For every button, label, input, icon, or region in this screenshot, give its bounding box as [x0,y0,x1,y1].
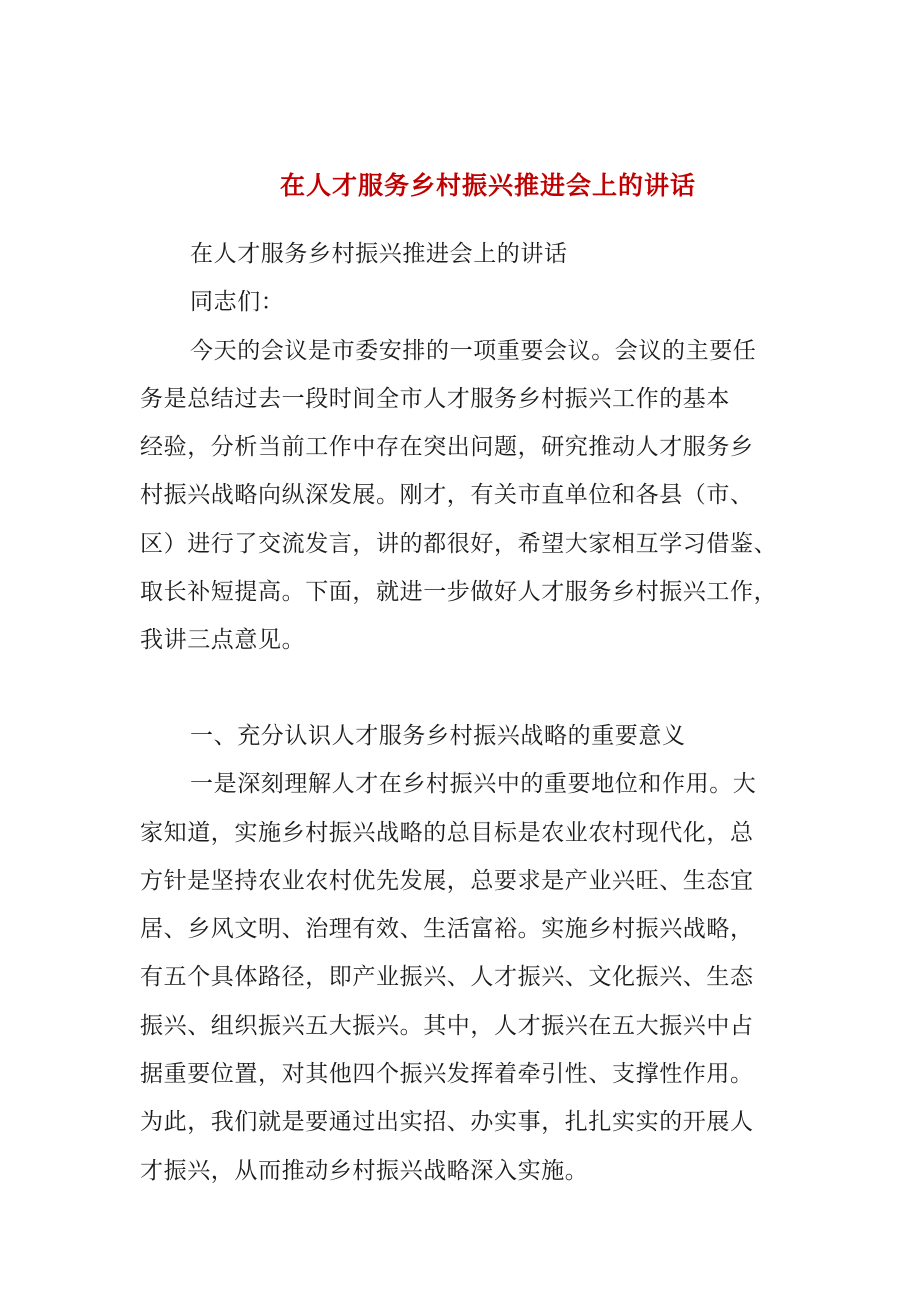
paragraph-line: 才振兴，从而推动乡村振兴战略深入实施。 [140,1157,589,1184]
paragraph-line: 振兴、组织振兴五大振兴。其中，人才振兴在五大振兴中占 [140,1012,754,1039]
paragraph-line: 经验，分析当前工作中存在突出问题，研究推动人才服务乡 [140,434,754,461]
body-block-intro [140,230,800,665]
paragraph-line: 村振兴战略向纵深发展。刚才，有关市直单位和各县（市、 [140,482,754,509]
paragraph-line: 为此，我们就是要通过出实招、办实事，扎扎实实的开展人 [140,1109,754,1136]
paragraph-line: 在人才服务乡村振兴推进会上的讲话 [190,241,568,267]
paragraph-line: 务是总结过去一段时间全市人才服务乡村振兴工作的基本 [140,385,730,412]
section-heading: 一、充分认识人才服务乡村振兴战略的重要意义 [190,723,686,749]
paragraph-line: 家知道，实施乡村振兴战略的总目标是农业农村现代化，总 [140,819,754,846]
paragraph-line: 区）进行了交流发言，讲的都很好，希望大家相互学习借鉴、 [140,530,778,557]
body-block-section-one [140,712,800,1195]
paragraph-line: 我讲三点意见。 [140,627,306,654]
paragraph-line: 有五个具体路径，即产业振兴、人才振兴、文化振兴、生态 [140,964,754,991]
paragraph-line: 同志们： [190,289,285,316]
paragraph-line: 居、乡风文明、治理有效、生活富裕。实施乡村振兴战略， [140,916,754,943]
paragraph-line: 一是深刻理解人才在乡村振兴中的重要地位和作用。大 [190,771,757,798]
paragraph-line: 据重要位置，对其他四个振兴发挥着牵引性、支撑性作用。 [140,1061,754,1088]
paragraph-line: 方针是坚持农业农村优先发展，总要求是产业兴旺、生态宜 [140,867,754,894]
paragraph-line: 取长补短提高。下面，就进一步做好人才服务乡村振兴工作， [140,579,778,606]
document-title: 在人才服务乡村振兴推进会上的讲话 [279,171,696,200]
paragraph-line: 今天的会议是市委安排的一项重要会议。会议的主要任 [190,337,757,364]
